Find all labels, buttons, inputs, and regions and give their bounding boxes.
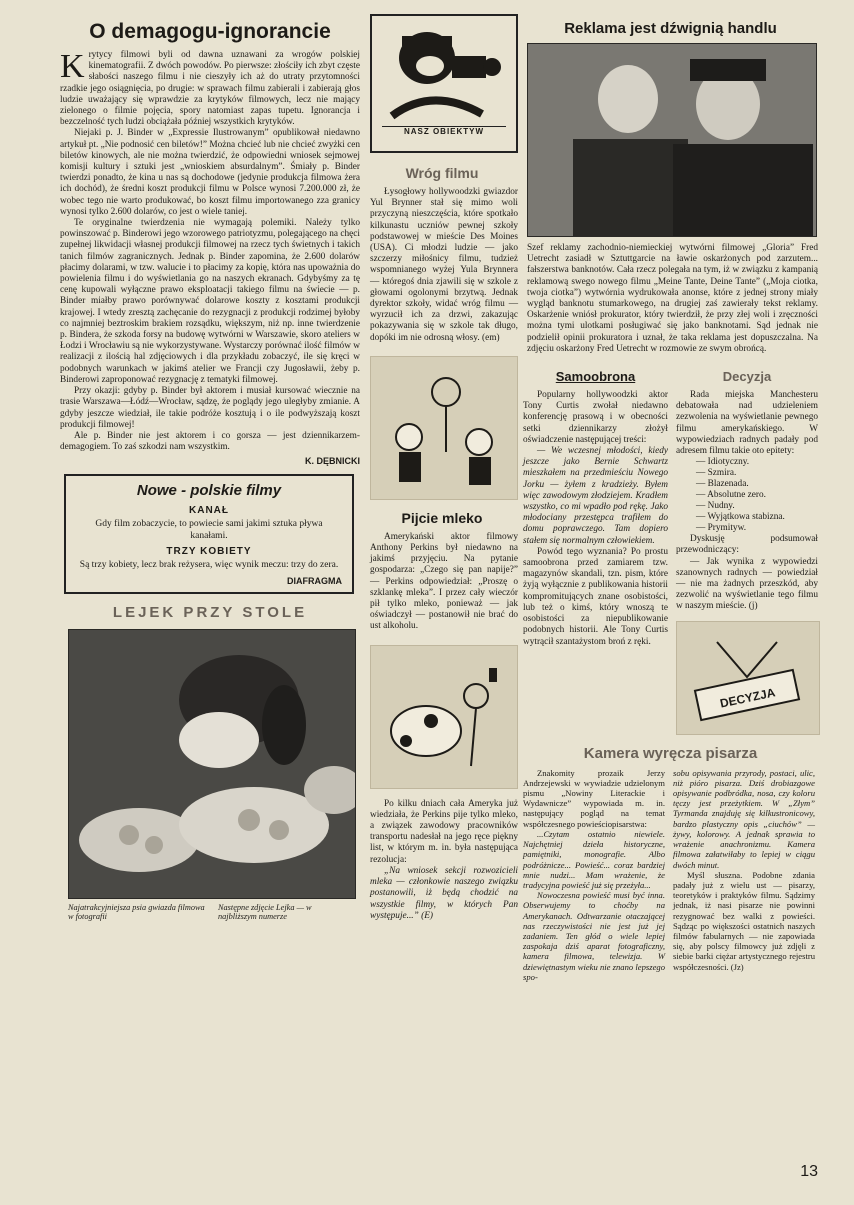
box-film-title: TRZY KOBIETY xyxy=(166,546,252,558)
photo-caption-left: Najatrakcyjniejsza psia gwiazda filmowa w fotografii xyxy=(68,902,205,922)
drop-cap: K xyxy=(60,48,85,85)
photo-caption-right: Następne zdjęcie Lejka — w najbliższym numerze xyxy=(218,902,312,922)
kamera-column-1 xyxy=(523,768,665,982)
list-item: — Blazenada. xyxy=(696,479,749,490)
tumbling-figure-illustration xyxy=(677,622,819,734)
right-column xyxy=(523,14,818,982)
box-film-title: KANAŁ xyxy=(189,505,229,517)
decyzja-drawing-word: DECYZJA xyxy=(718,684,777,711)
article-decyzja-quote: — Jak wynika z wypowiedzi szanownych radnych — powiedział — nie ma żadnych przeszkód, aby zezwolić na wyświetlanie tego filmu w naszym mieście. (j) xyxy=(676,556,818,612)
article-paragraph: Niejaki p. J. Binder w „Expressie Ilustrowanym” opublikował niedawno artykuł pt. „Nie podnosić cen biletów!” Można chcieć lub nie chcieć zwyżki cen biletów kinowych, ale nie można twierdzić, że odpowiedni wniosek sejmowej komisji kultury i sztuki jest „wnioskiem absurdalnym”. Śmiały p. Binder twierdzi ponadto, że kina u nas są dochodowe (jedynie produkcja filmowa żera ich dochód), że średni koszt produkcji filmu w Polsce wynosi 7.200.000 zł, że wobec tego nie warto produkować, bo koszt filmu importowanego zza granicy wynosi tylko 2.600 dolarów, co jest o wiele taniej. xyxy=(60,128,360,217)
milk-cow-drawing xyxy=(370,645,518,789)
decyzja-column xyxy=(676,365,818,735)
epithet-list xyxy=(676,457,818,534)
kamera-text: Znakomity prozaik Jerzy Andrzejewski w wywiadzie udzielonym pismu „Nowiny Literackie i Wydawnicze” wypowiada m. in. następujący pogląd na temat współczesnego powieściopisarstwa: xyxy=(523,767,665,829)
article-title-demagog: O demagogu-ignorancie xyxy=(89,20,331,43)
article-paragraph: Te oryginalne twierdzenia nie wymagają polemiki. Należy tylko powinszować p. Binderowi jego wzorowego patriotyzmu, polegającego na chęci zupełnej likwidacji własnej produkcji filmowej na rzecz tych świetnych i takich tanich filmów zagranicznych. Jednak p. Binder zapomina, że 2.600 dolarów płacimy dolarami, w tzw. walucie i to płacimy za kopię, która nas upoważnia do powielenia filmu i do wyświetlania go na naszych ekranach. Gdybyśmy za tę cenę kupowali wyłączne prawo eksploatacji takiego filmu na świecie — p. Binder miałby prawo porównywać dolarowe koszty z kosztami produkcji krajowej. I wtedy zresztą zachęcanie do rezygnacji z produkcji rodzimej byłoby co najmniej beztroskim brakiem rozsądku, większym, niż np. inne twierdzenie p. Bindera, że szkoda forsy na budowę wytwórni w Warszawie, skoro ateliers w Łodzi i Wrocławiu są nie wykorzystywane. Wystarczy porównać ilość filmów w realizacji z ilością hal zdjęciowych i dla przykładu zobaczyć, ile się kręci w podobnych warunkach w jakimś atelier we Francji czy Jugosławii, żeby p. Binderowi zaproponować rezygnację z tematyki filmowej. xyxy=(60,218,360,385)
decyzja-drawing xyxy=(676,621,820,735)
article-pijcie-quote: „Na wniosek sekcji rozwozicieli mleka — członkowie naszego związku postanowili, iż będą chodzić na wszystkie filmy, w których Pan występuje...” (E) xyxy=(370,865,518,921)
list-item: — Szmira. xyxy=(696,468,737,479)
article-samoobrona-quote: — We wczesnej młodości, kiedy jeszcze jako Bernie Schwartz mieszkałem na przedmieściu Nowego Jorku — żyłem z kradzieży. Byłem więc zawodowym złodziejem. Kradłem wszystko, co mi wpadło pod rękę. Jako młodociany przestępca trafiłem do domu poprawczego. Tam dopiero stałem się normalnym człowiekiem. xyxy=(523,446,668,546)
list-item: — Absolutne zero. xyxy=(696,490,766,501)
article-title-reklama: Reklama jest dźwignią handlu xyxy=(564,20,777,37)
article-samoobrona-text2: Powód tego wyznania? Po prostu samoobrona przed zamiarem tzw. magazynów skandali, tzn. pism, które żyją wyłącznie z publikowania historii kompromitujących znane osobistości, lub też o kimś, który wnoszą te osobistości za niepublikowanie podobnych historii. Ale Tony Curtis wytrącił szantażystom broń z ręki. xyxy=(523,546,668,647)
article-signature: K. DĘBNICKI xyxy=(304,456,360,467)
cameraman-logo-icon xyxy=(372,16,516,126)
list-item: — Wyjątkowa stabizna. xyxy=(696,512,785,523)
kamera-quote: ...Czytam ostatnio niewiele. Najchętniej dzieła historyczne, pamiętniki, monografie. Albo podróżnicze... Powieść... coraz bardziej mnie nudzi... Mam wrażenie, że tradycyjna powieść już się przeżyła... xyxy=(523,828,665,890)
article-paragraph: Przy okazji: gdyby p. Binder był aktorem i musiał kursować wiecznie na trasie Warszawa—Łódź—Wrocław, sądzę, że poglądy jego uległyby zmianie. A gdyby jeszcze wiedział, ile takie podróże kosztują i o ile podwyższają koszt produkcji filmowej! xyxy=(60,386,360,430)
middle-column xyxy=(366,14,518,922)
logo-text: NASZ OBIEKTYW xyxy=(382,126,506,136)
article-decyzja-text: Rada miejska Manchesteru debatowała nad udzieleniem zezwolenia na wyświetlanie pewnego filmu amerykańskiego. W wypowiedziach radnych padały pod adresem filmu takie oto epitety: xyxy=(676,390,818,457)
article-pijcie-text: Amerykański aktor filmowy Anthony Perkins był niedawno na jakimś przyjęciu. Na pytanie gospodarza: „Czego się pan napije?” — Perkins odpowiedział: „Proszę o szklankę mleka”. I przez cały wieczór pił tylko mleko, ponieważ — jak oświadczył — postanowił nie brać do ust alkoholu. xyxy=(370,531,518,632)
samoobrona-column xyxy=(523,365,668,735)
article-title-pijcie: Pijcie mleko xyxy=(401,509,483,526)
kamera-quote2: Nowoczesna powieść musi być inna. Obserwujemy to choćby na Amerykanach. Odtwarzanie otaczającej nas rzeczywistości nie jest już jej zadaniem. Ten głód o wiele lepiej zaspokaja dziś aparat fotograficzny, kamera filmowa, telewizja. W dziewiętnastym wieku nie znano lepszego spo- xyxy=(523,890,665,982)
article-title-samoobrona: Samoobrona xyxy=(555,369,636,385)
article-paragraph: Ale p. Binder nie jest aktorem i co gorsza — jest dziennikarzem-demagogiem. To zaś szkodzi nam wszystkim. xyxy=(60,430,360,453)
list-item: — Prymityw. xyxy=(696,523,747,534)
article-paragraph: Krytycy filmowi byli od dawna uznawani za wrogów polskiej kinematografii. Z dwóch powodów. Po pierwsze: złościły ich zbyt częste słabości naszego filmu i nie cieszyły ich aż do utraty przytomności rzadkie jego osiągnięcia, po drugie: w sprawach filmu zabierali i zabierają głos ludzie uważający się wprawdzie za krytyków filmowych, lecz nie mający zielonego o filmie pojęcia, spory natomiast zapas tupetu. Ignorancja i bezczelność tych ludzi obciążała później wszystkich krytyków. xyxy=(60,48,360,128)
box-film-text: Gdy film zobaczycie, to powiecie sami jakimi sztuka pływa kanałami. xyxy=(95,519,323,541)
article-samoobrona-text: Popularny hollywoodzki aktor Tony Curtis zwołał niedawno konferencję prasową i w obecności setki dziennikarzy złożył oświadczenie następującej treści: xyxy=(523,390,668,445)
schoolboys-drawing xyxy=(370,356,518,500)
cow-illustration xyxy=(371,646,517,788)
box-film-text: Są trzy kobiety, lecz brak reżysera, więc wynik meczu: trzy do zera. xyxy=(79,560,339,571)
list-item: — Idiotyczny. xyxy=(696,457,750,468)
article-title-decyzja: Decyzja xyxy=(722,369,772,385)
kamera-text-continued: sobu opisywania przyrody, postaci, ulic, niż pióro pisarza. Dziś drobiazgowe opisywanie podbródka, nosa, czy koloru tęczy jest przeżytkiem. W „Złym” Tyrmanda znajduję się kilkustronicowy, bardzo plastyczny opis „ciuchów” — żywy, kolorowy. A jednak sprawia to wrażenie anachronizmu. Kamera filmowa załatwiłaby to lepiej w ciągu dwóch minut. xyxy=(673,767,815,870)
nasz-obiektyw-logo xyxy=(370,14,518,153)
article-title-kamera: Kamera wyręcza pisarza xyxy=(583,744,758,762)
dog-photo-illustration xyxy=(69,630,355,898)
left-column xyxy=(60,14,360,922)
kamera-column-2 xyxy=(673,768,815,982)
box-signature: DIAFRAGMA xyxy=(287,575,342,586)
page-number: 13 xyxy=(800,1163,818,1180)
kamera-columns xyxy=(523,768,818,982)
article-reklama-text: Szef reklamy zachodnio-niemieckiej wytwórni filmowej „Gloria” Fred Uetrecht zasiadł w Sztuttgarcie na ławie oskarżonych pod zarzutem... fałszerstwa banknotów. Cała rzecz polegała na tym, iż w związku z kampanią reklamową swego nowego filmu „Meine Tante, Deine Tante” („Moja ciotka, twoja ciotka”) wytwórnia wydrukowała anonse, które z jednej strony miały wygląd banknotu stumarkowego, na drugiej zaś zawierały tekst reklamy. Oskarżenie wniósł prokurator, który twierdził, że przy złej woli i zręczności można tymi ulotkami posługiwać się jako banknotami. Sąd jednak nie podzielił opinii prokuratora i uznał, że taka reklama jest dopuszczalna. Na zdjęciu oskarżony Fred Uetrecht w rozmowie ze swym obrońcą. xyxy=(527,243,818,354)
courtroom-photo xyxy=(527,43,817,237)
article-title-wrog: Wróg filmu xyxy=(405,165,479,181)
box-title: Nowe - polskie filmy xyxy=(136,482,282,500)
article-decyzja-text2: Dyskusję podsumował przewodniczący: xyxy=(676,534,818,556)
article-pijcie-text2: Po kilku dniach cała Ameryka już wiedziała, że Perkins pije tylko mleko, a związek zawodowy pracowników transportu nadesłał na jego ręce piękny list, w którym m. in. była następująca rezolucja: xyxy=(370,798,518,865)
lejek-title: LEJEK PRZY STOLE xyxy=(112,603,308,621)
new-polish-films-box xyxy=(64,474,354,594)
kamera-comment: Myśl słuszna. Podobne zdania padały już z wielu ust — pisarzy, teoretyków i praktyków filmu. Sądzimy jednak, iż nasi pisarze nie powinni rezygnować bez walki z powieści. Sądząc po większości ostatnich naszych filmów fabularnych — nie zapowiada się, aby polscy filmowcy już zdjęli z siebie barki ciężar artystycznego rejestru współczesności. (Jz) xyxy=(673,869,815,972)
bald-kids-illustration xyxy=(371,357,517,499)
article-wrog-text: Łysogłowy hollywoodzki gwiazdor Yul Brynner stał się mimo woli przyczyną nieszczęścia, które spotkało kilkunastu uczniów pewnej szkoły podstawowej w mieście Des Moines (USA). Ci młodzi ludzie — jako szczerzy miłośnicy filmu, tudzież wspomnianego wyżej Yula Brynnera — któregoś dnia zjawili się w szkole z głowami ogolonymi brzytwą. Jednak dyrektor szkoły, widać wróg filmu — wyrzucił ich za drzwi, zakazując pokazywania się w szkole tak długo, dopóki im nie odrosną włosy. (em) xyxy=(370,187,518,343)
list-item: — Nudny. xyxy=(696,501,735,512)
dog-photo xyxy=(68,629,356,899)
samoobrona-decyzja-row xyxy=(523,365,818,735)
article-demagog-body xyxy=(60,50,360,466)
two-men-illustration xyxy=(528,44,816,236)
